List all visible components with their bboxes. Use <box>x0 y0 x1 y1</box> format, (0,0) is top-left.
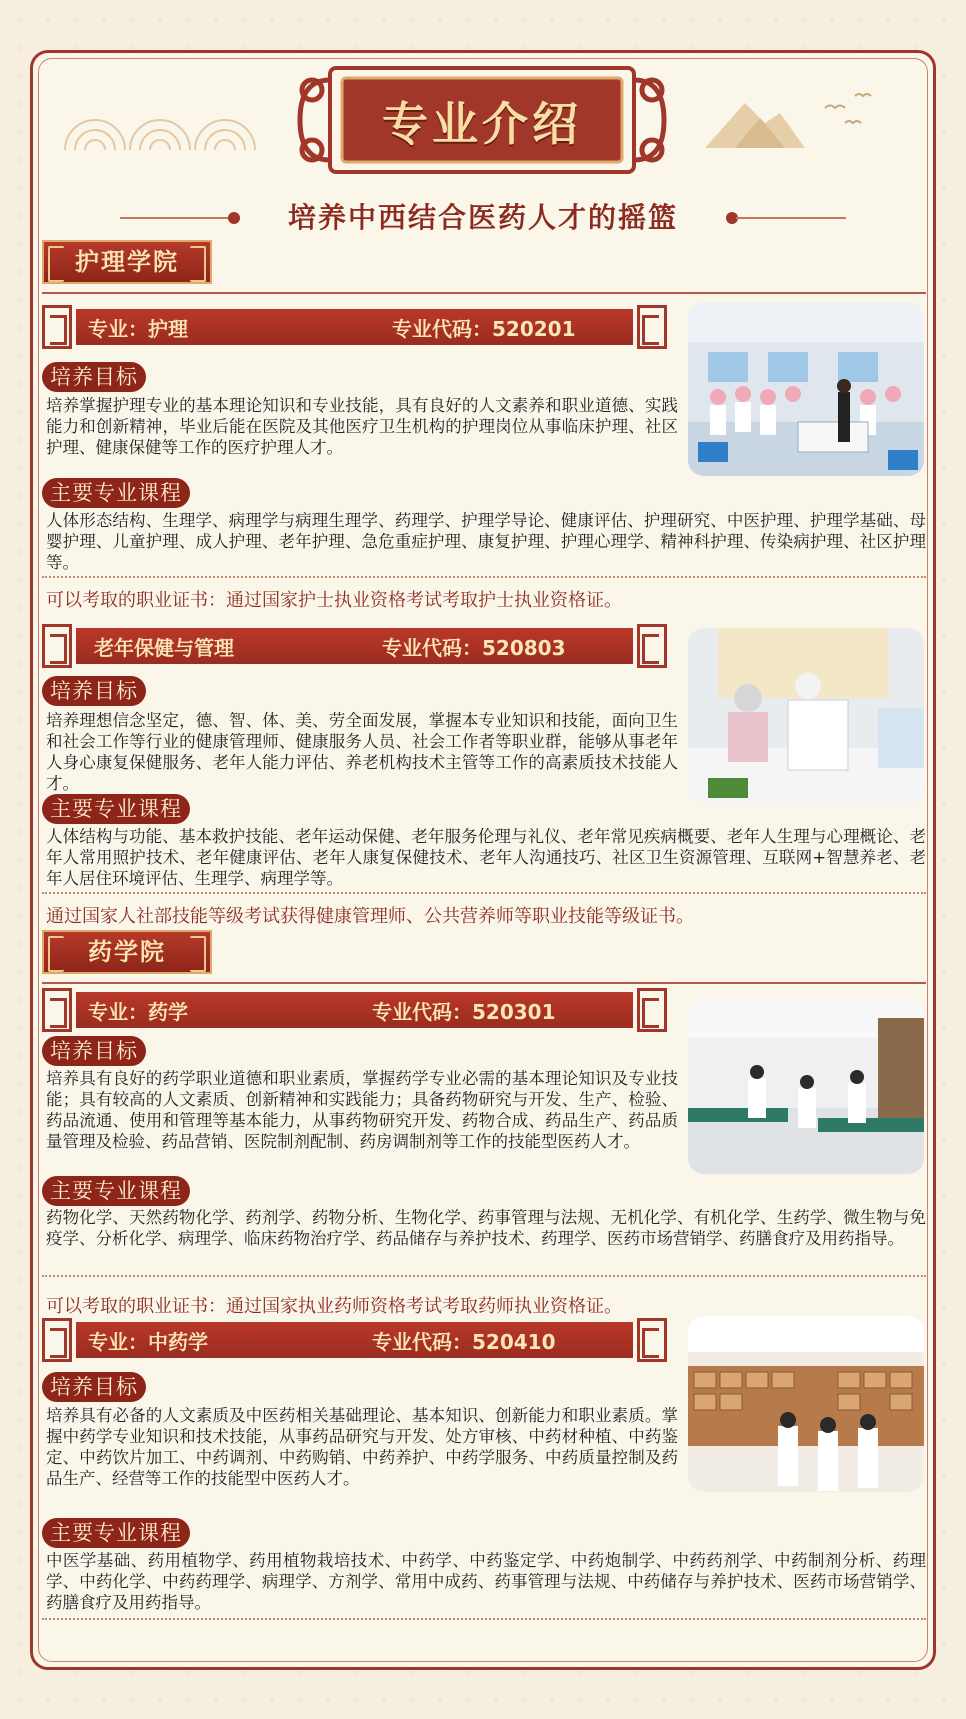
mountain-birds-decoration <box>705 88 905 158</box>
goal-tag: 培养目标 <box>42 362 146 392</box>
goal-text: 培养具有必备的人文素质及中医药相关基础理论、基本知识、创新能力和职业素质。掌握中药学专业知识和技术技能，从事药品研究与开发、处方审核、中药材种植、中药鉴定、中药饮片加工、中药调剂、中药购销、中药养护、中药学服务、中药质量控制及药品生产、经营等工作的技能型中医药人才。 <box>46 1406 678 1488</box>
course-text: 人体结构与功能、基本救护技能、老年运动保健、老年服务伦理与礼仪、老年常见疾病概要、老年人生理与心理概论、老年人常用照护技术、老年健康评估、老年人康复保健技术、老年人沟通技巧、社区卫生资源管理、互联网+智慧养老、老年人居住环境评估、生理学、病理学等。 <box>46 827 926 888</box>
program-code: 专业代码：520201 <box>392 317 576 341</box>
page-subtitle: 培养中西结合医药人才的摇篮 <box>287 201 678 234</box>
goal-text: 培养掌握护理专业的基本理论知识和专业技能，具有良好的人文素养和职业道德、实践能力和创新精神，毕业后能在医院及其他医疗卫生机构的护理岗位从事临床护理、社区护理、健康保健等工作的医疗护理人才。 <box>46 396 678 457</box>
course-tag: 主要专业课程 <box>42 478 190 508</box>
dotted-divider <box>42 892 926 894</box>
certificate-text: 可以考取的职业证书：通过国家护士执业资格考试考取护士执业资格证。 <box>46 590 622 611</box>
course-text: 药物化学、天然药物化学、药剂学、药物分析、生物化学、药事管理与法规、无机化学、有机化学、生药学、微生物与免疫学、分析化学、病理学、临床药物治疗学、药品储存与养护技术、药理学、医药市场营销学、药膳食疗及用药指导。 <box>46 1208 926 1248</box>
program-bar-pharmacy <box>42 988 667 1032</box>
college-rule <box>42 982 926 984</box>
goal-text: 培养理想信念坚定，德、智、体、美、劳全面发展，掌握本专业知识和技能，面向卫生和社会工作等行业的健康管理师、健康服务人员、社会工作者等职业群，能够从事老年人身心康复保健服务、老年人能力评估、养老机构技术主管等工作的高素质技术技能人才。 <box>46 711 678 793</box>
dotted-divider <box>42 1618 926 1620</box>
program-name: 专业：护理 <box>88 317 188 341</box>
dotted-divider <box>42 576 926 578</box>
dotted-divider <box>42 1275 926 1277</box>
course-tag: 主要专业课程 <box>42 1518 190 1548</box>
program-name: 老年保健与管理 <box>94 636 234 660</box>
program-bar-nursing <box>42 305 667 349</box>
program-name: 专业：中药学 <box>88 1330 208 1354</box>
course-text: 人体形态结构、生理学、病理学与病理生理学、药理学、护理学导论、健康评估、护理研究、中医护理、护理学基础、母婴护理、儿童护理、成人护理、老年护理、急危重症护理、康复护理、护理心理学、精神科护理、传染病护理、社区护理等。 <box>46 511 926 572</box>
program-bar-geriatric <box>42 624 667 668</box>
program-code: 专业代码：520301 <box>372 1000 556 1024</box>
program-bar-tcm <box>42 1318 667 1362</box>
certificate-text: 通过国家人社部技能等级考试获得健康管理师、公共营养师等职业技能等级证书。 <box>46 906 694 927</box>
certificate-text: 可以考取的职业证书：通过国家执业药师资格考试考取药师执业资格证。 <box>46 1296 622 1317</box>
elderly-care-photo <box>688 628 924 804</box>
course-text: 中医学基础、药用植物学、药用植物栽培技术、中药学、中药鉴定学、中药炮制学、中药药剂学、中药制剂分析、药理学、中药化学、中药药理学、病理学、方剂学、常用中成药、药事管理与法规、中药储存与养护技术、医药市场营销学、药膳食疗及用药指导。 <box>46 1551 926 1612</box>
goal-tag: 培养目标 <box>42 1036 146 1066</box>
college-rule <box>42 292 926 294</box>
program-name: 专业：药学 <box>88 1000 188 1024</box>
arc-pattern-decoration <box>60 110 260 150</box>
program-code: 专业代码：520803 <box>382 636 566 660</box>
title-plate <box>290 60 674 180</box>
course-tag: 主要专业课程 <box>42 794 190 824</box>
program-code: 专业代码：520410 <box>372 1330 556 1354</box>
goal-tag: 培养目标 <box>42 1372 146 1402</box>
course-tag: 主要专业课程 <box>42 1176 190 1206</box>
page-title: 专业介绍 <box>382 97 582 151</box>
subtitle-rule-right <box>736 217 846 219</box>
goal-text: 培养具有良好的药学职业道德和职业素质，掌握药学专业必需的基本理论知识及专业技能；具有较高的人文素质、创新精神和实践能力；具备药物研究与开发、生产、检验、药品流通、使用和管理等基本能力，从事药物研究开发、药物合成、药品生产、药品质量管理及检验、药品营销、医院制剂配制、药房调制剂等工作的技能型医药人才。 <box>46 1069 678 1151</box>
college-label-pharmacy: 药学院 <box>42 930 212 974</box>
college-label-nursing: 护理学院 <box>42 240 212 284</box>
tcm-pharmacy-photo <box>688 1316 924 1492</box>
goal-tag: 培养目标 <box>42 676 146 706</box>
pharmacy-lab-photo <box>688 998 924 1174</box>
nursing-classroom-photo <box>688 302 924 476</box>
